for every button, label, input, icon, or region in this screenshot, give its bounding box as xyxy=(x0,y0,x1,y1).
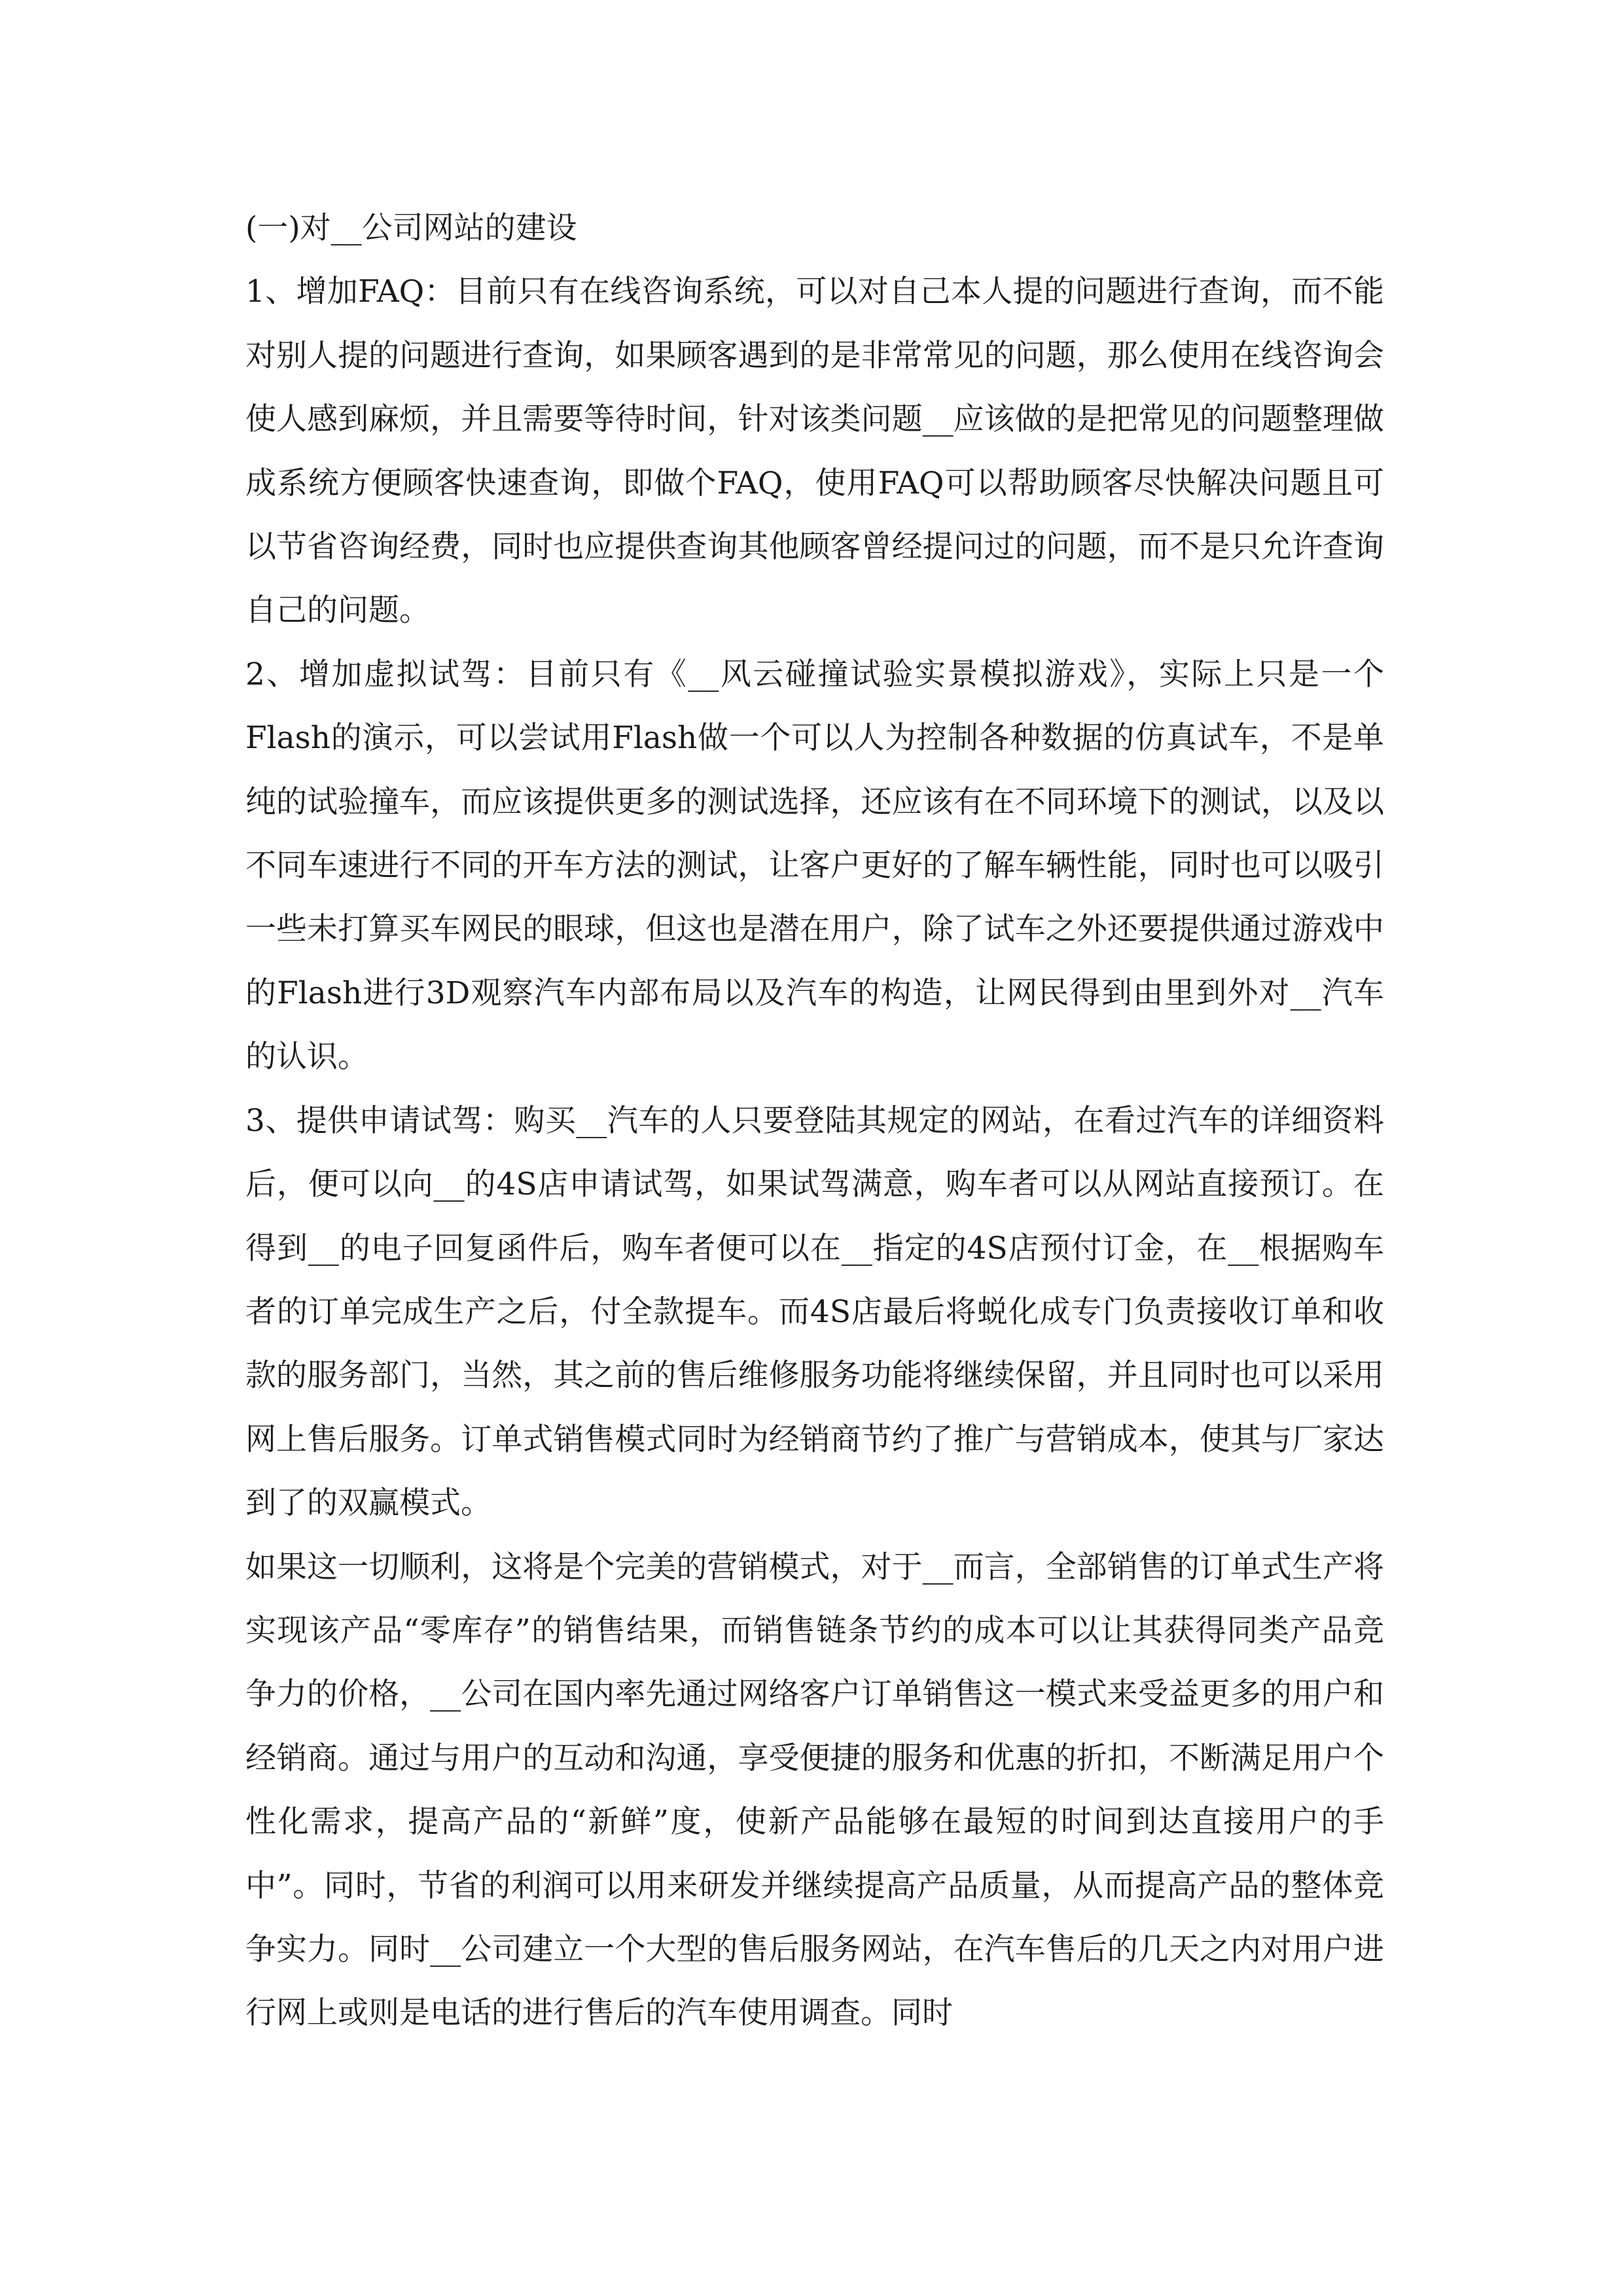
paragraph-virtual-test-drive: 2、增加虚拟试驾：目前只有《__风云碰撞试验实景模拟游戏》，实际上只是一个Flash的演示，可以尝试用Flash做一个可以人为控制各种数据的仿真试车，不是单纯的试验撞车，而应该提供更多的测试选择，还应该有在不同环境下的测试，以及以不同车速进行不同的开车方法的测试，让客户更好的了解车辆性能，同时也可以吸引一些未打算买车网民的眼球，但这也是潜在用户，除了试车之外还要提供通过游戏中的Flash进行3D观察汽车内部布局以及汽车的构造，让网民得到由里到外对__汽车的认识。 xyxy=(245,656,1384,1075)
paragraph-apply-test-drive: 3、提供申请试驾：购买__汽车的人只要登陆其规定的网站，在看过汽车的详细资料后，便可以向__的4S店申请试驾，如果试驾满意，购车者可以从网站直接预订。在得到__的电子回复函件后，购车者便可以在__指定的4S店预付订金，在__根据购车者的订单完成生产之后，付全款提车。而4S店最后将蜕化成专门负责接收订单和收款的服务部门，当然，其之前的售后维修服务功能将继续保留，并且同时也可以采用网上售后服务。订单式销售模式同时为经销商节约了推广与营销成本，使其与厂家达到了的双赢模式。 xyxy=(245,1102,1384,1522)
section-heading: (一)对__公司网站的建设 xyxy=(245,210,577,246)
paragraph-marketing-model: 如果这一切顺利，这将是个完美的营销模式，对于__而言，全部销售的订单式生产将实现该产品“零库存”的销售结果，而销售链条节约的成本可以让其获得同类产品竞争力的价格，__公司在国内率先通过网络客户订单销售这一模式来受益更多的用户和经销商。通过与用户的互动和沟通，享受便捷的服务和优惠的折扣，不断满足用户个性化需求，提高产品的“新鲜”度，使新产品能够在最短的时间到达直接用户的手中”。同时，节省的利润可以用来研发并继续提高产品质量，从而提高产品的整体竞争实力。同时__公司建立一个大型的售后服务网站，在汽车售后的几天之内对用户进行网上或则是电话的进行售后的汽车使用调查。同时 xyxy=(245,1549,1384,2032)
document-body xyxy=(245,196,1384,2045)
paragraph-faq: 1、增加FAQ：目前只有在线咨询系统，可以对自己本人提的问题进行查询，而不能对别人提的问题进行查询，如果顾客遇到的是非常常见的问题，那么使用在线咨询会使人感到麻烦，并且需要等待时间，针对该类问题__应该做的是把常见的问题整理做成系统方便顾客快速查询，即做个FAQ，使用FAQ可以帮助顾客尽快解决问题且可以节省咨询经费，同时也应提供查询其他顾客曾经提问过的问题，而不是只允许查询自己的问题。 xyxy=(245,274,1384,629)
